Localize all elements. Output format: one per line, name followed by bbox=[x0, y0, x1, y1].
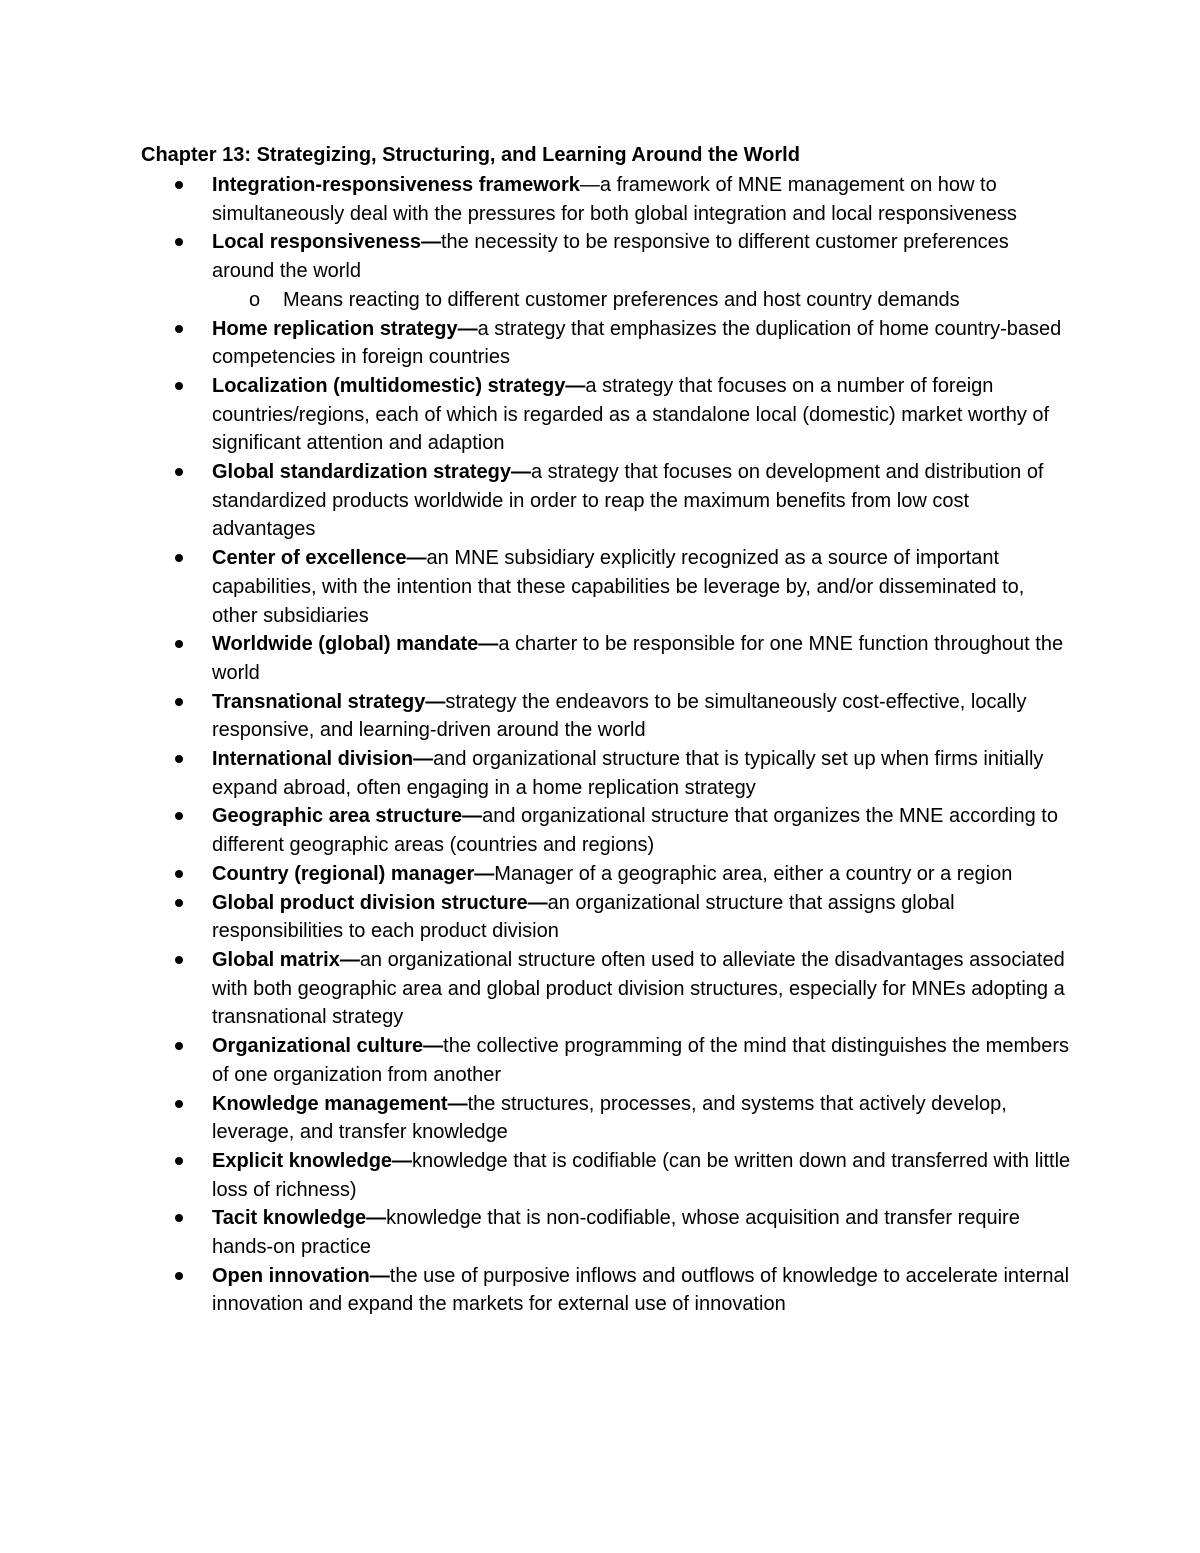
term: Integration-responsiveness framework bbox=[212, 174, 580, 196]
list-item bbox=[212, 745, 1072, 802]
term: Organizational culture— bbox=[212, 1035, 444, 1058]
term: Transnational strategy— bbox=[212, 690, 446, 713]
term: Global product division structure— bbox=[212, 891, 548, 914]
definition: a charter to be responsible for one MNE function throughout the world bbox=[212, 633, 1064, 684]
term: Home replication strategy— bbox=[212, 317, 478, 340]
term: Tacit knowledge— bbox=[212, 1207, 387, 1230]
sub-item-text: Means reacting to different customer preferences and host country demands bbox=[283, 288, 960, 311]
list-item bbox=[212, 802, 1072, 859]
definition: and organizational structure that organizes the MNE according to different geographic areas (countries and regions) bbox=[212, 805, 1058, 857]
bullet-icon bbox=[175, 1042, 183, 1050]
list-item bbox=[212, 228, 1072, 314]
sub-bullet: o bbox=[249, 288, 261, 311]
definition: a strategy that emphasizes the duplication of home country-based competencies in foreign countries bbox=[212, 317, 1062, 369]
list-item bbox=[212, 946, 1072, 1032]
bullet-icon bbox=[175, 812, 183, 820]
bullet-icon bbox=[175, 382, 183, 390]
bullet-icon bbox=[175, 1157, 183, 1165]
bullet-icon bbox=[175, 640, 183, 648]
term: Center of excellence— bbox=[212, 547, 427, 570]
definition: knowledge that is codifiable (can be written down and transferred with little loss of richness) bbox=[212, 1149, 1071, 1201]
list-item bbox=[212, 889, 1072, 946]
list-item bbox=[212, 688, 1072, 745]
term: Global matrix— bbox=[212, 948, 360, 971]
definition: and organizational structure that is typically set up when firms initially expand abroad, often engaging in a home replication strategy bbox=[212, 748, 1044, 799]
definition: the collective programming of the mind that distinguishes the members of one organization from another bbox=[212, 1035, 1070, 1086]
chapter-title: Chapter 13: Strategizing, Structuring, and Learning Around the World bbox=[141, 144, 800, 166]
bullet-icon bbox=[175, 698, 183, 706]
term: Local responsiveness— bbox=[212, 231, 441, 254]
definition: Manager of a geographic area, either a country or a region bbox=[494, 862, 1013, 885]
sub-item bbox=[212, 286, 1072, 315]
definition: an MNE subsidiary explicitly recognized as a source of important capabilities, with the intention that these capabilities be leverage by, and/or disseminated to, other subsidiaries bbox=[212, 547, 1025, 627]
list-item bbox=[212, 1090, 1072, 1147]
list-item bbox=[212, 1262, 1072, 1319]
definition: —a framework of MNE management on how to simultaneously deal with the pressures for both global integration and local responsiveness bbox=[212, 174, 1017, 225]
term: International division— bbox=[212, 748, 434, 771]
list-item bbox=[212, 458, 1072, 544]
bullet-icon bbox=[175, 325, 183, 333]
bullet-icon bbox=[175, 956, 183, 964]
term: Explicit knowledge— bbox=[212, 1149, 413, 1172]
term: Knowledge management— bbox=[212, 1092, 468, 1115]
term: Localization (multidomestic) strategy— bbox=[212, 374, 586, 397]
bullet-icon bbox=[175, 899, 183, 907]
bullet-icon bbox=[175, 870, 183, 878]
bullet-icon bbox=[175, 181, 183, 189]
list-item bbox=[212, 860, 1072, 889]
definition: a strategy that focuses on development and distribution of standardized products worldwide in order to reap the maximum benefits from low cost advantages bbox=[212, 461, 1044, 541]
list-item bbox=[212, 630, 1072, 687]
definition: the use of purposive inflows and outflows of knowledge to accelerate internal innovation and expand the markets for external use of innovation bbox=[212, 1264, 1070, 1316]
list-item bbox=[212, 544, 1072, 630]
term: Open innovation— bbox=[212, 1264, 390, 1287]
list-item bbox=[212, 1147, 1072, 1204]
list-item bbox=[212, 315, 1072, 372]
definition: an organizational structure that assigns global responsibilities to each product division bbox=[212, 891, 955, 943]
definition: an organizational structure often used to alleviate the disadvantages associated with both geographic area and global product division structures, especially for MNEs adopting a transnational strategy bbox=[212, 948, 1065, 1029]
list-item bbox=[212, 171, 1072, 228]
definition: a strategy that focuses on a number of foreign countries/regions, each of which is regarded as a standalone local (domestic) market worthy of significant attention and adaption bbox=[212, 374, 1050, 455]
bullet-icon bbox=[175, 468, 183, 476]
list-item bbox=[212, 1204, 1072, 1261]
definition: strategy the endeavors to be simultaneously cost-effective, locally responsive, and learning-driven around the world bbox=[212, 690, 1027, 742]
term: Country (regional) manager— bbox=[212, 862, 495, 885]
list-item bbox=[212, 372, 1072, 458]
bullet-icon bbox=[175, 554, 183, 562]
bullet-icon bbox=[175, 238, 183, 246]
bullet-icon bbox=[175, 1272, 183, 1280]
definition: knowledge that is non-codifiable, whose acquisition and transfer require hands-on practice bbox=[212, 1207, 1020, 1259]
definition: the structures, processes, and systems that actively develop, leverage, and transfer knowledge bbox=[212, 1092, 1007, 1144]
term: Global standardization strategy— bbox=[212, 461, 531, 484]
bullet-icon bbox=[175, 1100, 183, 1108]
bullet-icon bbox=[175, 755, 183, 763]
bullet-icon bbox=[175, 1214, 183, 1222]
glossary-list bbox=[212, 171, 1072, 1319]
definition: the necessity to be responsive to different customer preferences around the world bbox=[212, 231, 1009, 283]
list-item bbox=[212, 1032, 1072, 1089]
term: Worldwide (global) mandate— bbox=[212, 633, 499, 656]
term: Geographic area structure— bbox=[212, 805, 483, 828]
